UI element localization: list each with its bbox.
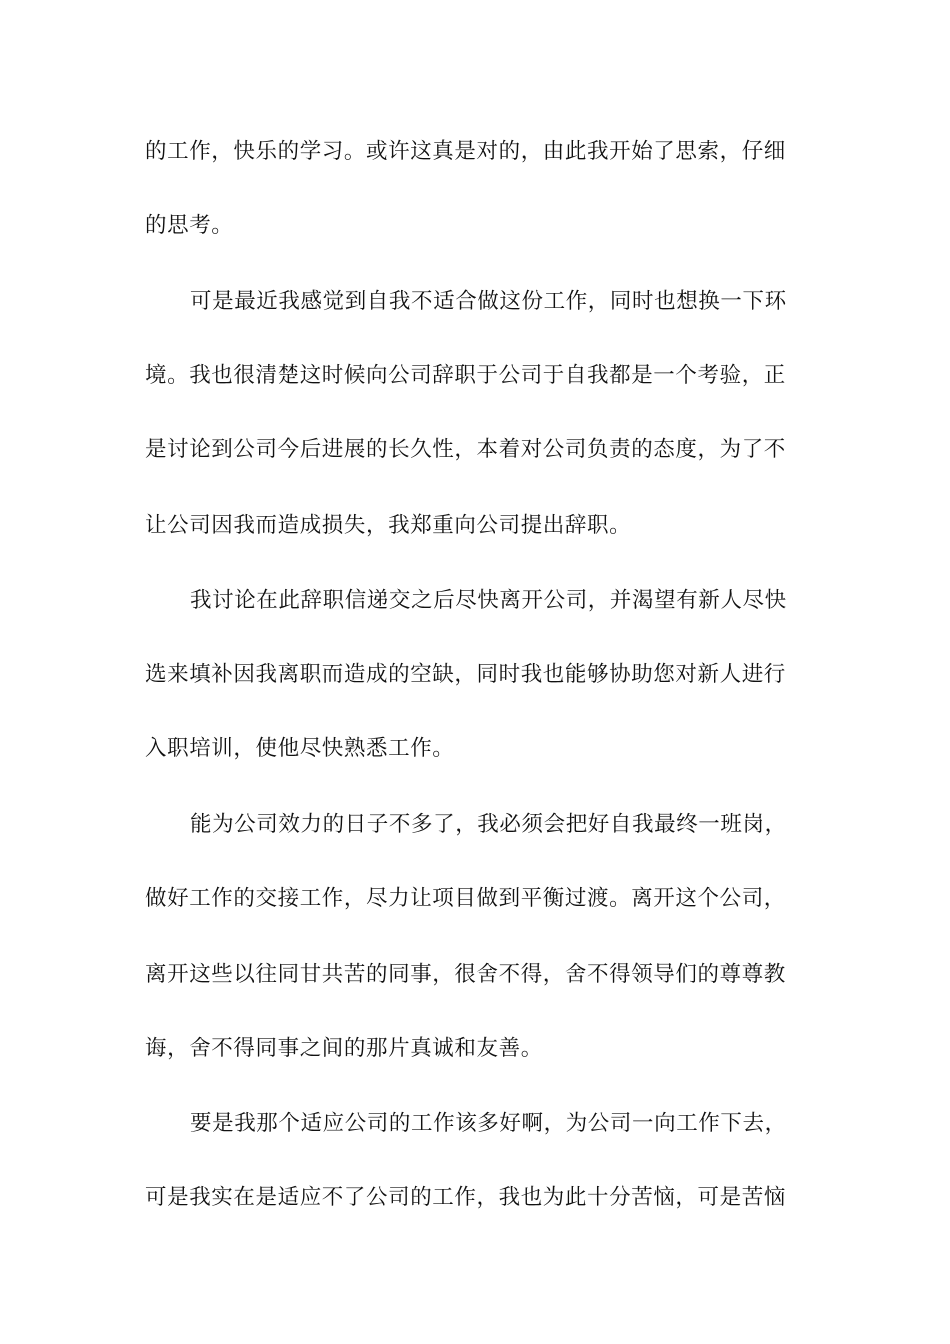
text-line: 是讨论到公司今后进展的长久性，本着对公司负责的态度，为了不: [145, 437, 786, 462]
text-line: 可是我实在是适应不了公司的工作，我也为此十分苦恼，可是苦恼: [145, 1185, 786, 1210]
text-line: 的思考。: [145, 213, 234, 238]
text-line: 入职培训，使他尽快熟悉工作。: [145, 736, 455, 761]
text-line: 境。我也很清楚这时候向公司辞职于公司于自我都是一个考验，正: [145, 363, 786, 388]
text-line: 让公司因我而造成损失，我郑重向公司提出辞职。: [145, 513, 632, 538]
text-line: 诲，舍不得同事之间的那片真诚和友善。: [145, 1036, 543, 1061]
paragraph-start-line: 可是最近我感觉到自我不适合做这份工作，同时也想换一下环: [190, 289, 787, 314]
text-line: 的工作，快乐的学习。或许这真是对的，由此我开始了思索，仔细: [145, 139, 786, 164]
paragraph-start-line: 能为公司效力的日子不多了，我必须会把好自我最终一班岗，: [190, 812, 787, 837]
paragraph-start-line: 我讨论在此辞职信递交之后尽快离开公司，并渴望有新人尽快: [190, 588, 787, 613]
text-line: 做好工作的交接工作，尽力让项目做到平衡过渡。离开这个公司，: [145, 886, 786, 911]
text-line: 离开这些以往同甘共苦的同事，很舍不得，舍不得领导们的尊尊教: [145, 962, 786, 987]
paragraph-start-line: 要是我那个适应公司的工作该多好啊，为公司一向工作下去，: [190, 1111, 787, 1136]
text-line: 选来填补因我离职而造成的空缺，同时我也能够协助您对新人进行: [145, 662, 786, 687]
